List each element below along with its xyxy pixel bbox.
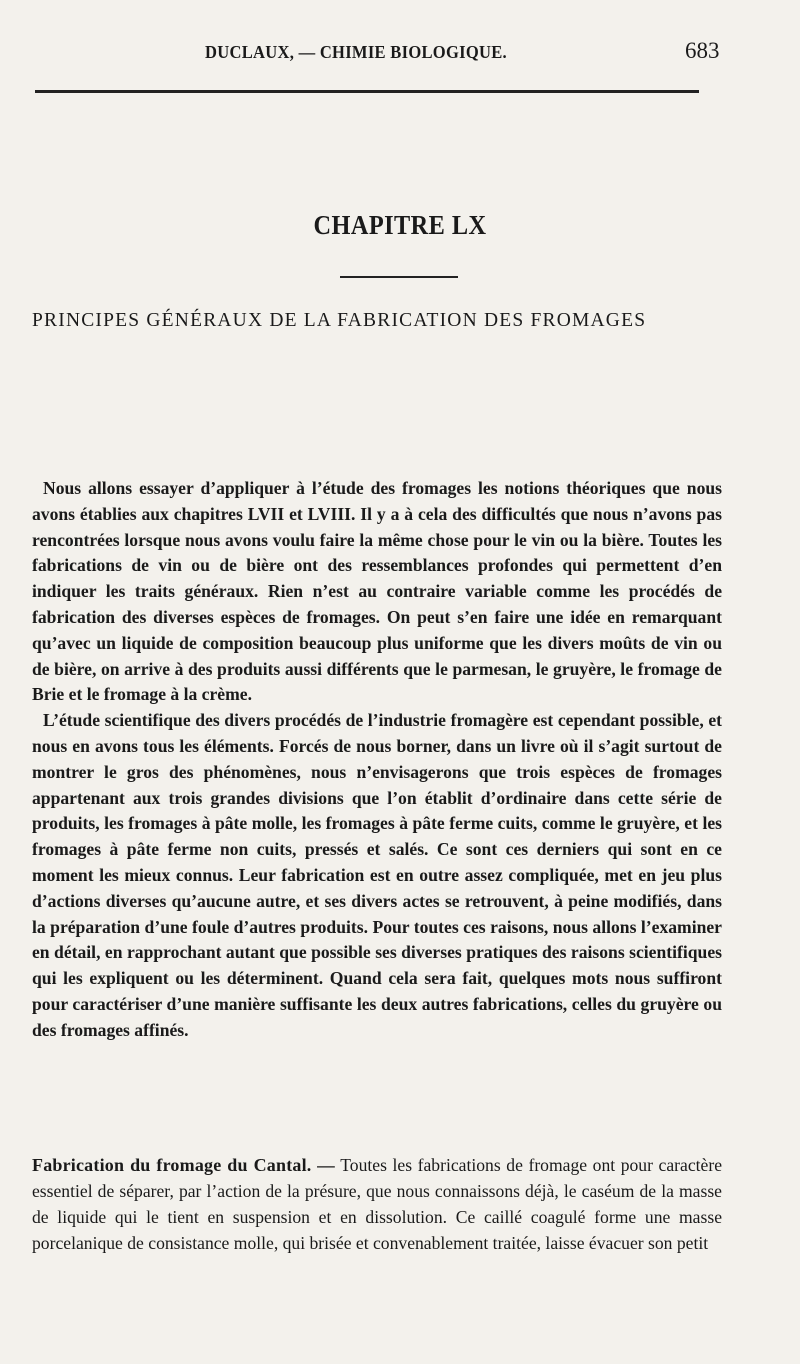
running-title: DUCLAUX, — CHIMIE BIOLOGIQUE. xyxy=(205,42,507,62)
chapter-title: CHAPITRE LX xyxy=(313,210,487,240)
header-rule xyxy=(35,90,699,93)
running-head xyxy=(0,38,800,66)
body-text xyxy=(32,476,722,1044)
page-number: 683 xyxy=(685,38,720,63)
chapter-rule xyxy=(340,276,458,278)
paragraph: L’étude scientifique des divers procédés de l’industrie fromagère est cependant possible, et nous en avons tous les éléments. Forcés de nous borner, dans un livre où il s’agit surtout de montrer le gros des phénomènes, nous n’envisagerons que trois espèces de fromages appartenant aux trois grandes divisions que l’on établit d’ordinaire dans cette série de produits, les fromages à pâte molle, les fromages à pâte ferme cuits, comme le gruyère, et les fromages à pâte ferme non cuits, pressés et salés. Ce sont ces derniers qui sont en ce moment les mieux connus. Leur fabrication est en outre assez compliquée, met en jeu plus d’actions diverses qu’aucune autre, et ses divers actes se retrouvent, à peine modifiés, dans la préparation d’une foule d’autres produits. Pour toutes ces raisons, nous allons l’examiner en détail, en rapprochant autant que possible ses diverses pratiques des raisons scientifiques qui les expliquent ou les déterminent. Quand cela sera fait, quelques mots nous suffiront pour caractériser d’une manière suffisante les deux autres fabrications, celles du gruyère ou des fromages affinés. xyxy=(32,710,722,1040)
section-dash: — xyxy=(311,1155,341,1175)
section-heading: Fabrication du fromage du Cantal. xyxy=(32,1155,312,1175)
paragraph: Nous allons essayer d’appliquer à l’étude des fromages les notions théoriques que nous avons établies aux chapitres LVII et LVIII. Il y a à cela des difficultés que nous n’avons pas rencontrées lorsque nous avons voulu faire la même chose pour le vin ou la bière. Toutes les fabrications de vin ou de bière ont des ressemblances profondes qui permettent d’en indiquer les traits généraux. Rien n’est au contraire variable comme les procédés de fabrication des diverses espèces de fromages. On peut s’en faire une idée en remarquant qu’avec un liquide de composition beaucoup plus uniforme que les divers moûts de vin ou de bière, on arrive à des produits aussi différents que le parmesan, le gruyère, le fromage de Brie et le fromage à la crème. xyxy=(32,478,722,705)
section-cantal xyxy=(32,1152,722,1256)
chapter-subtitle: PRINCIPES GÉNÉRAUX DE LA FABRICATION DES FROMAGES xyxy=(32,310,647,331)
section-text: Toutes les fabrications de fromage ont pour caractère essentiel de séparer, par l’action de la présure, que nous connaissons déjà, le caséum de la masse de liquide qui le tient en suspension et en dissolution. Ce caillé coagulé forme une masse porcelanique de consistance molle, qui brisée et convenablement traitée, laisse évacuer son petit xyxy=(32,1155,723,1253)
